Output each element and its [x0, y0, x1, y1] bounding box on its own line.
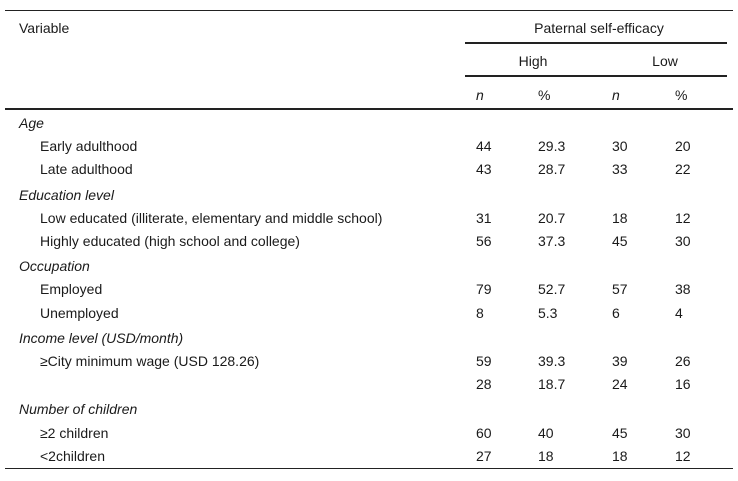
cell-high-n: 79: [476, 281, 492, 298]
cell-low-percent: 12: [675, 447, 691, 464]
cell-low-n: 45: [612, 424, 628, 441]
cell-low-percent: 30: [675, 424, 691, 441]
subgroup-rule: [465, 75, 727, 77]
cell-high-n: 28: [476, 376, 492, 393]
cell-high-n: 27: [476, 447, 492, 464]
row-label: ≥City minimum wage (USD 128.26): [40, 353, 260, 369]
cell-high-percent: 52.7: [538, 281, 566, 298]
cell-low-percent: 20: [675, 138, 691, 155]
header-low-percent: %: [675, 87, 688, 103]
cell-low-n: 30: [612, 138, 628, 155]
header-low-n: n: [612, 87, 620, 103]
cell-high-percent: 29.3: [538, 138, 566, 155]
row-label: Early adulthood: [40, 138, 138, 155]
cell-high-n: 60: [476, 424, 492, 441]
row-label: Low educated (illiterate, elementary and middle school): [40, 209, 383, 226]
cell-low-n: 57: [612, 281, 628, 298]
cell-low-percent: 22: [675, 161, 691, 178]
row-label: Highly educated (high school and college): [40, 233, 300, 249]
header-high: High: [518, 53, 548, 69]
cell-high-n: 59: [476, 353, 492, 369]
header-variable: Variable: [19, 20, 70, 36]
section-title: Age: [19, 115, 44, 131]
cell-high-n: 56: [476, 233, 492, 249]
header-rule: [5, 108, 733, 110]
cell-low-n: 39: [612, 353, 628, 369]
section-title: Income level (USD/month): [19, 329, 184, 346]
header-paternal-self-efficacy: Paternal self-efficacy: [534, 20, 664, 36]
cell-low-percent: 38: [675, 281, 691, 298]
row-label: Unemployed: [40, 304, 119, 321]
cell-high-percent: 20.7: [538, 209, 566, 226]
cell-high-n: 31: [476, 209, 492, 226]
header-low: Low: [652, 53, 678, 69]
row-label: Late adulthood: [40, 161, 133, 178]
cell-low-percent: 30: [675, 233, 691, 249]
cell-low-n: 24: [612, 376, 628, 393]
bottom-rule: [5, 468, 733, 469]
cell-high-percent: 39.3: [538, 353, 566, 369]
cell-low-n: 45: [612, 233, 628, 249]
section-title: Occupation: [19, 258, 90, 275]
group-rule: [465, 42, 727, 44]
section-title: Number of children: [19, 401, 138, 418]
cell-high-n: 8: [476, 304, 484, 321]
cell-high-percent: 28.7: [538, 161, 566, 178]
cell-low-n: 6: [612, 304, 620, 321]
cell-high-percent: 18.7: [538, 376, 566, 393]
row-label: ≥2 children: [40, 424, 109, 441]
cell-high-percent: 40: [538, 424, 554, 441]
header-high-n: n: [476, 87, 484, 103]
cell-high-percent: 5.3: [538, 304, 558, 321]
cell-high-n: 43: [476, 161, 492, 178]
header-high-percent: %: [538, 87, 551, 103]
top-rule: [5, 10, 733, 11]
cell-low-n: 18: [612, 209, 628, 226]
cell-low-n: 18: [612, 447, 628, 464]
cell-high-percent: 18: [538, 447, 554, 464]
cell-low-percent: 16: [675, 376, 691, 393]
section-title: Education level: [19, 186, 114, 203]
cell-low-n: 33: [612, 161, 628, 178]
cell-low-percent: 26: [675, 353, 691, 369]
cell-high-n: 44: [476, 138, 492, 155]
cell-high-percent: 37.3: [538, 233, 566, 249]
cell-low-percent: 4: [675, 304, 683, 321]
row-label: <2children: [40, 447, 105, 464]
cell-low-percent: 12: [675, 209, 691, 226]
row-label: Employed: [40, 281, 103, 298]
